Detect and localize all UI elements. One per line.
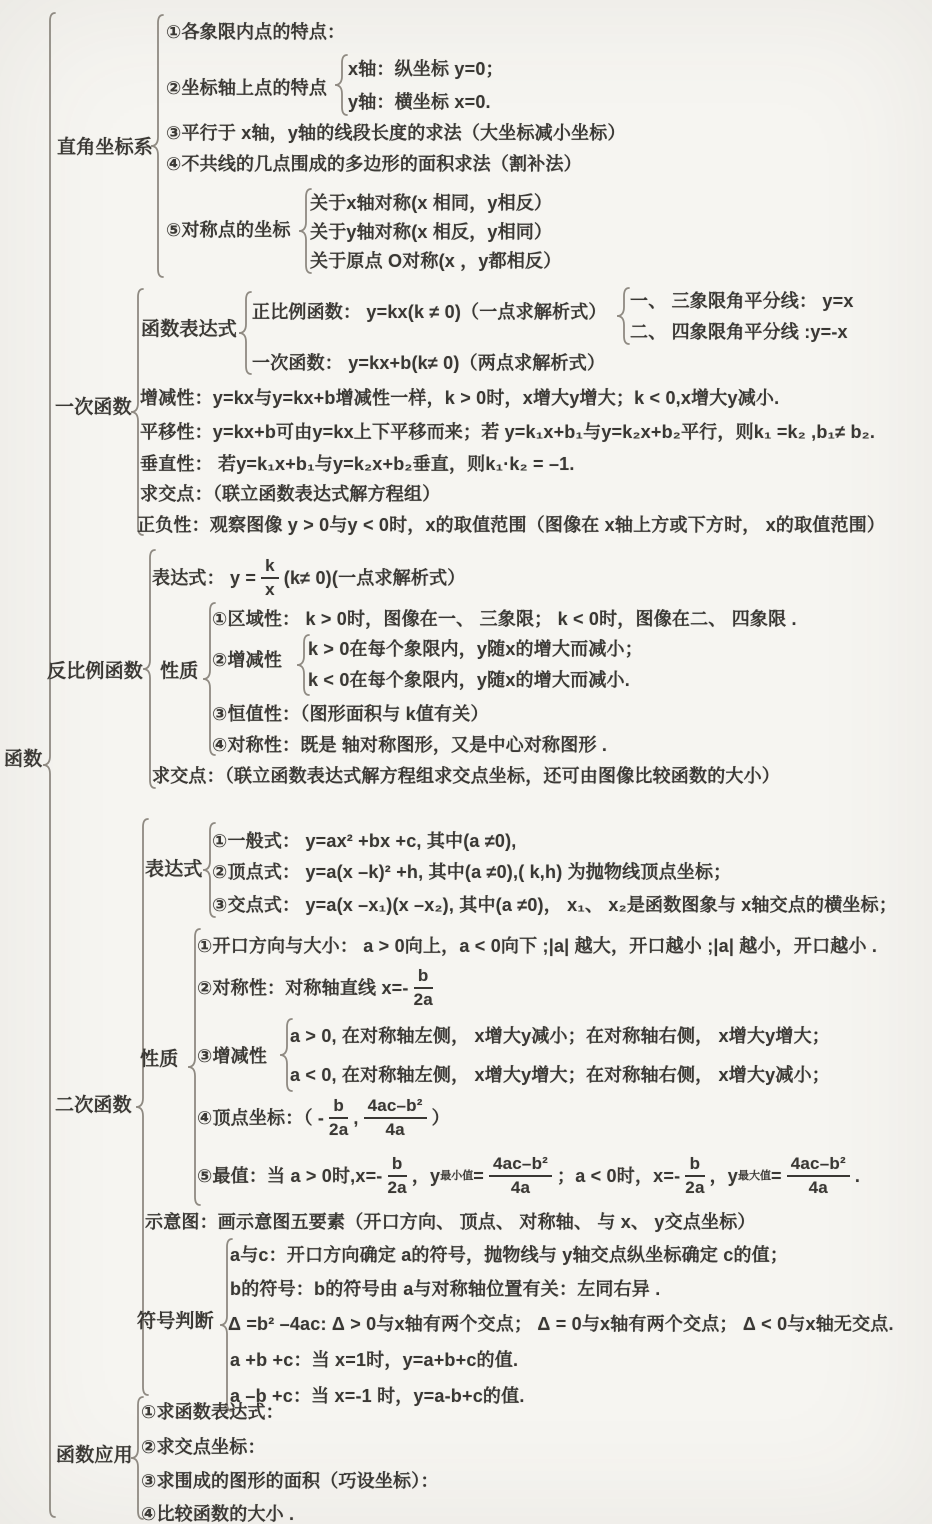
extreme-mid-3: ，y (709, 1166, 739, 1186)
quadratic-extreme-value-line (197, 1148, 860, 1204)
inverse-properties-label: 性质 (160, 661, 199, 682)
vertex-comma: , (353, 1108, 359, 1128)
fraction-numerator: b (414, 966, 433, 989)
inverse-intersection-line: 求交点：（联立函数表达式解方程组求交点坐标，还可由图像比较函数的大小） (152, 766, 780, 786)
sign-a-and-c-line: a与c：开口方向确定 a的符号，抛物线与 y轴交点纵坐标确定 c的值； (230, 1245, 789, 1265)
extreme-fraction-3 (685, 1154, 704, 1197)
coord-item-5: ⑤对称点的坐标 (166, 220, 291, 240)
coord-axis-point-x: x轴：纵坐标 y=0； (348, 59, 504, 79)
quadratic-sketch-line: 示意图：画示意图五要素（开口方向、 顶点、 对称轴、 与 x、 y交点坐标） (145, 1212, 756, 1232)
inverse-region-line: ①区域性： k > 0时，图像在一、 三象限； k < 0时，图像在二、 四象限 . (212, 609, 797, 629)
proportional-function-line: 正比例函数： y=kx(k ≠ 0)（一点求解析式） (252, 302, 607, 322)
quadratic-vertex-coordinate-line (197, 1090, 450, 1146)
extreme-period: . (854, 1166, 861, 1186)
extreme-fraction-1 (388, 1154, 407, 1197)
coord-item-4: ④不共线的几点围成的多边形的面积求法（割补法） (166, 154, 582, 174)
outer-brace (42, 12, 56, 1523)
inverse-expression-fraction (261, 556, 279, 599)
section-label-inverse-function: 反比例函数 (47, 661, 144, 682)
bisector-line-1: 一、 三象限角平分线： y=x (630, 291, 854, 311)
fraction-denominator: 2a (685, 1178, 705, 1197)
application-item-3: ③求围成的图形的面积（巧设坐标）： (141, 1471, 439, 1491)
extreme-equals-1: = (473, 1166, 484, 1186)
fraction-numerator: 4ac–b² (489, 1154, 552, 1177)
extreme-equals-2: = (771, 1166, 782, 1186)
section-label-coordinate-system: 直角坐标系 (57, 137, 154, 158)
inverse-monotonicity-label: ②增减性 (212, 650, 283, 670)
quadratic-monotonicity-aneg: a < 0, 在对称轴左侧， x增大y增大；在对称轴右侧， x增大y减小； (290, 1065, 830, 1085)
fraction-numerator: 4ac–b² (787, 1154, 850, 1177)
quadratic-general-form-line: ①一般式： y=ax² +bx +c, 其中(a ≠0), (212, 831, 517, 851)
inverse-expression-line (152, 552, 465, 604)
inverse-expression-prefix: 表达式： y = (152, 568, 257, 588)
inverse-monotonicity-kpos: k > 0在每个象限内，y随x的增大而减小； (308, 639, 643, 659)
sign-b-line: b的符号：b的符号由 a与对称轴位置有关：左同右异 . (230, 1279, 661, 1299)
quadratic-sign-judgment-label: 符号判断 (137, 1311, 214, 1332)
quadratic-monotonicity-apos: a > 0, 在对称轴左侧， x增大y减小；在对称轴右侧， x增大y增大； (290, 1026, 830, 1046)
inverse-constant-value-line: ③恒值性：（图形面积与 k值有关） (212, 704, 489, 724)
quadratic-expression-label: 表达式 (145, 859, 203, 880)
linear-perpendicularity-line: 垂直性： 若y=k₁x+b₁与y=k₂x+b₂垂直，则k₁·k₂ = –1. (140, 454, 575, 474)
axis-symmetry-prefix: ②对称性：对称轴直线 x=- (197, 978, 409, 998)
vertex-fraction-2 (364, 1096, 427, 1139)
coord-axis-brace (334, 54, 348, 121)
bisector-line-2: 二、 四象限角平分线 :y=-x (630, 322, 848, 342)
fraction-denominator: 2a (329, 1120, 349, 1139)
section-label-linear-function: 一次函数 (55, 397, 132, 418)
symmetry-y-axis: 关于y轴对称(x 相反，y相同） (310, 222, 553, 242)
max-value-subscript: 最大值 (738, 1170, 772, 1182)
fraction-numerator: b (685, 1154, 704, 1177)
inverse-symmetry-line: ④对称性：既是 轴对称图形，又是中心对称图形 . (212, 735, 608, 755)
coord-axis-point-y: y轴：横坐标 x=0. (348, 92, 491, 112)
extreme-mid-2: ；a < 0时，x=- (557, 1166, 681, 1186)
section-label-function-application: 函数应用 (56, 1445, 133, 1466)
application-item-1: ①求函数表达式： (141, 1402, 284, 1422)
sign-a-minus-b-plus-c-line: a –b +c：当 x=-1 时，y=a-b+c的值. (230, 1386, 525, 1406)
fraction-denominator: x (265, 580, 275, 599)
extreme-mid-1: ，y (411, 1166, 441, 1186)
extreme-prefix: ⑤最值：当 a > 0时,x=- (197, 1166, 383, 1186)
fraction-numerator: 4ac–b² (364, 1096, 427, 1119)
quadratic-vertex-form-line: ②顶点式： y=a(x –k)² +h, 其中(a ≠0),( k,h) 为抛物线顶点坐标； (212, 862, 732, 882)
bisector-brace (616, 287, 630, 350)
axis-symmetry-fraction (414, 966, 433, 1009)
extreme-fraction-2 (489, 1154, 552, 1197)
coord-item-2: ②坐标轴上点的特点 (166, 78, 328, 98)
extreme-fraction-4 (787, 1154, 850, 1197)
application-item-4: ④比较函数的大小 . (141, 1504, 295, 1524)
fraction-numerator: k (261, 556, 279, 579)
root-label: 函数 (4, 749, 43, 770)
linear-monotonicity-line: 增减性：y=kx与y=kx+b增减性一样，k > 0时，x增大y增大；k < 0,x增大y减小. (140, 388, 780, 408)
linear-expression-group-label: 函数表达式 (141, 319, 238, 340)
fraction-numerator: b (388, 1154, 407, 1177)
vertex-suffix: ） (431, 1108, 450, 1128)
linear-function-line: 一次函数： y=kx+b(k≠ 0)（两点求解析式） (252, 353, 606, 373)
vertex-fraction-1 (329, 1096, 348, 1139)
quadratic-axis-symmetry-line (197, 962, 438, 1014)
linear-sign-line: 正负性：观察图像 y > 0与y < 0时，x的取值范围（图像在 x轴上方或下方时， x的取值范围） (137, 515, 886, 535)
fraction-denominator: 4a (510, 1178, 531, 1197)
sign-a-plus-b-plus-c-line: a +b +c：当 x=1时，y=a+b+c的值. (230, 1350, 519, 1370)
coordinate-brace (150, 14, 164, 283)
sign-delta-line: Δ =b² –4ac: Δ > 0与x轴有两个交点； Δ = 0与x轴有两个交点； Δ < 0与x轴无交点. (228, 1314, 894, 1334)
inverse-monotonicity-kneg: k < 0在每个象限内，y随x的增大而减小. (308, 670, 630, 690)
fraction-denominator: 4a (808, 1178, 828, 1197)
min-value-subscript: 最小值 (440, 1170, 474, 1182)
vertex-prefix: ④顶点坐标：（ - (197, 1108, 325, 1128)
coord-item-3: ③平行于 x轴，y轴的线段长度的求法（大坐标减小坐标） (166, 123, 626, 143)
fraction-denominator: 2a (413, 990, 433, 1009)
quadratic-opening-line: ①开口方向与大小： a > 0向上，a < 0向下 ;|a| 越大，开口越小 ;|a| 越小，开口越小 . (197, 936, 878, 956)
linear-intersection-line: 求交点：（联立函数表达式解方程组） (140, 484, 441, 504)
linear-expression-brace (238, 291, 252, 380)
inverse-expression-suffix: (k≠ 0)(一点求解析式） (283, 568, 466, 588)
quadratic-properties-label: 性质 (140, 1049, 179, 1070)
fraction-numerator: b (329, 1096, 348, 1119)
application-item-2: ②求交点坐标： (141, 1437, 266, 1457)
fraction-denominator: 4a (385, 1120, 405, 1139)
linear-translation-line: 平移性：y=kx+b可由y=kx上下平移而来；若 y=k₁x+b₁与y=k₂x+b₂平行，则k₁ =k₂ ,b₁≠ b₂. (140, 422, 876, 442)
quadratic-intercept-form-line: ③交点式： y=a(x –x₁)(x –x₂), 其中(a ≠0)， x₁、 x₂是函数图象与 x轴交点的横坐标； (212, 895, 898, 915)
symmetry-x-axis: 关于x轴对称(x 相同，y相反） (310, 193, 553, 213)
section-label-quadratic-function: 二次函数 (55, 1095, 132, 1116)
symmetry-origin: 关于原点 O对称(x ，y都相反） (310, 251, 562, 271)
fraction-denominator: 2a (387, 1178, 407, 1197)
coord-item-1: ①各象限内点的特点： (166, 22, 346, 42)
quadratic-monotonicity-label: ③增减性 (197, 1046, 268, 1066)
